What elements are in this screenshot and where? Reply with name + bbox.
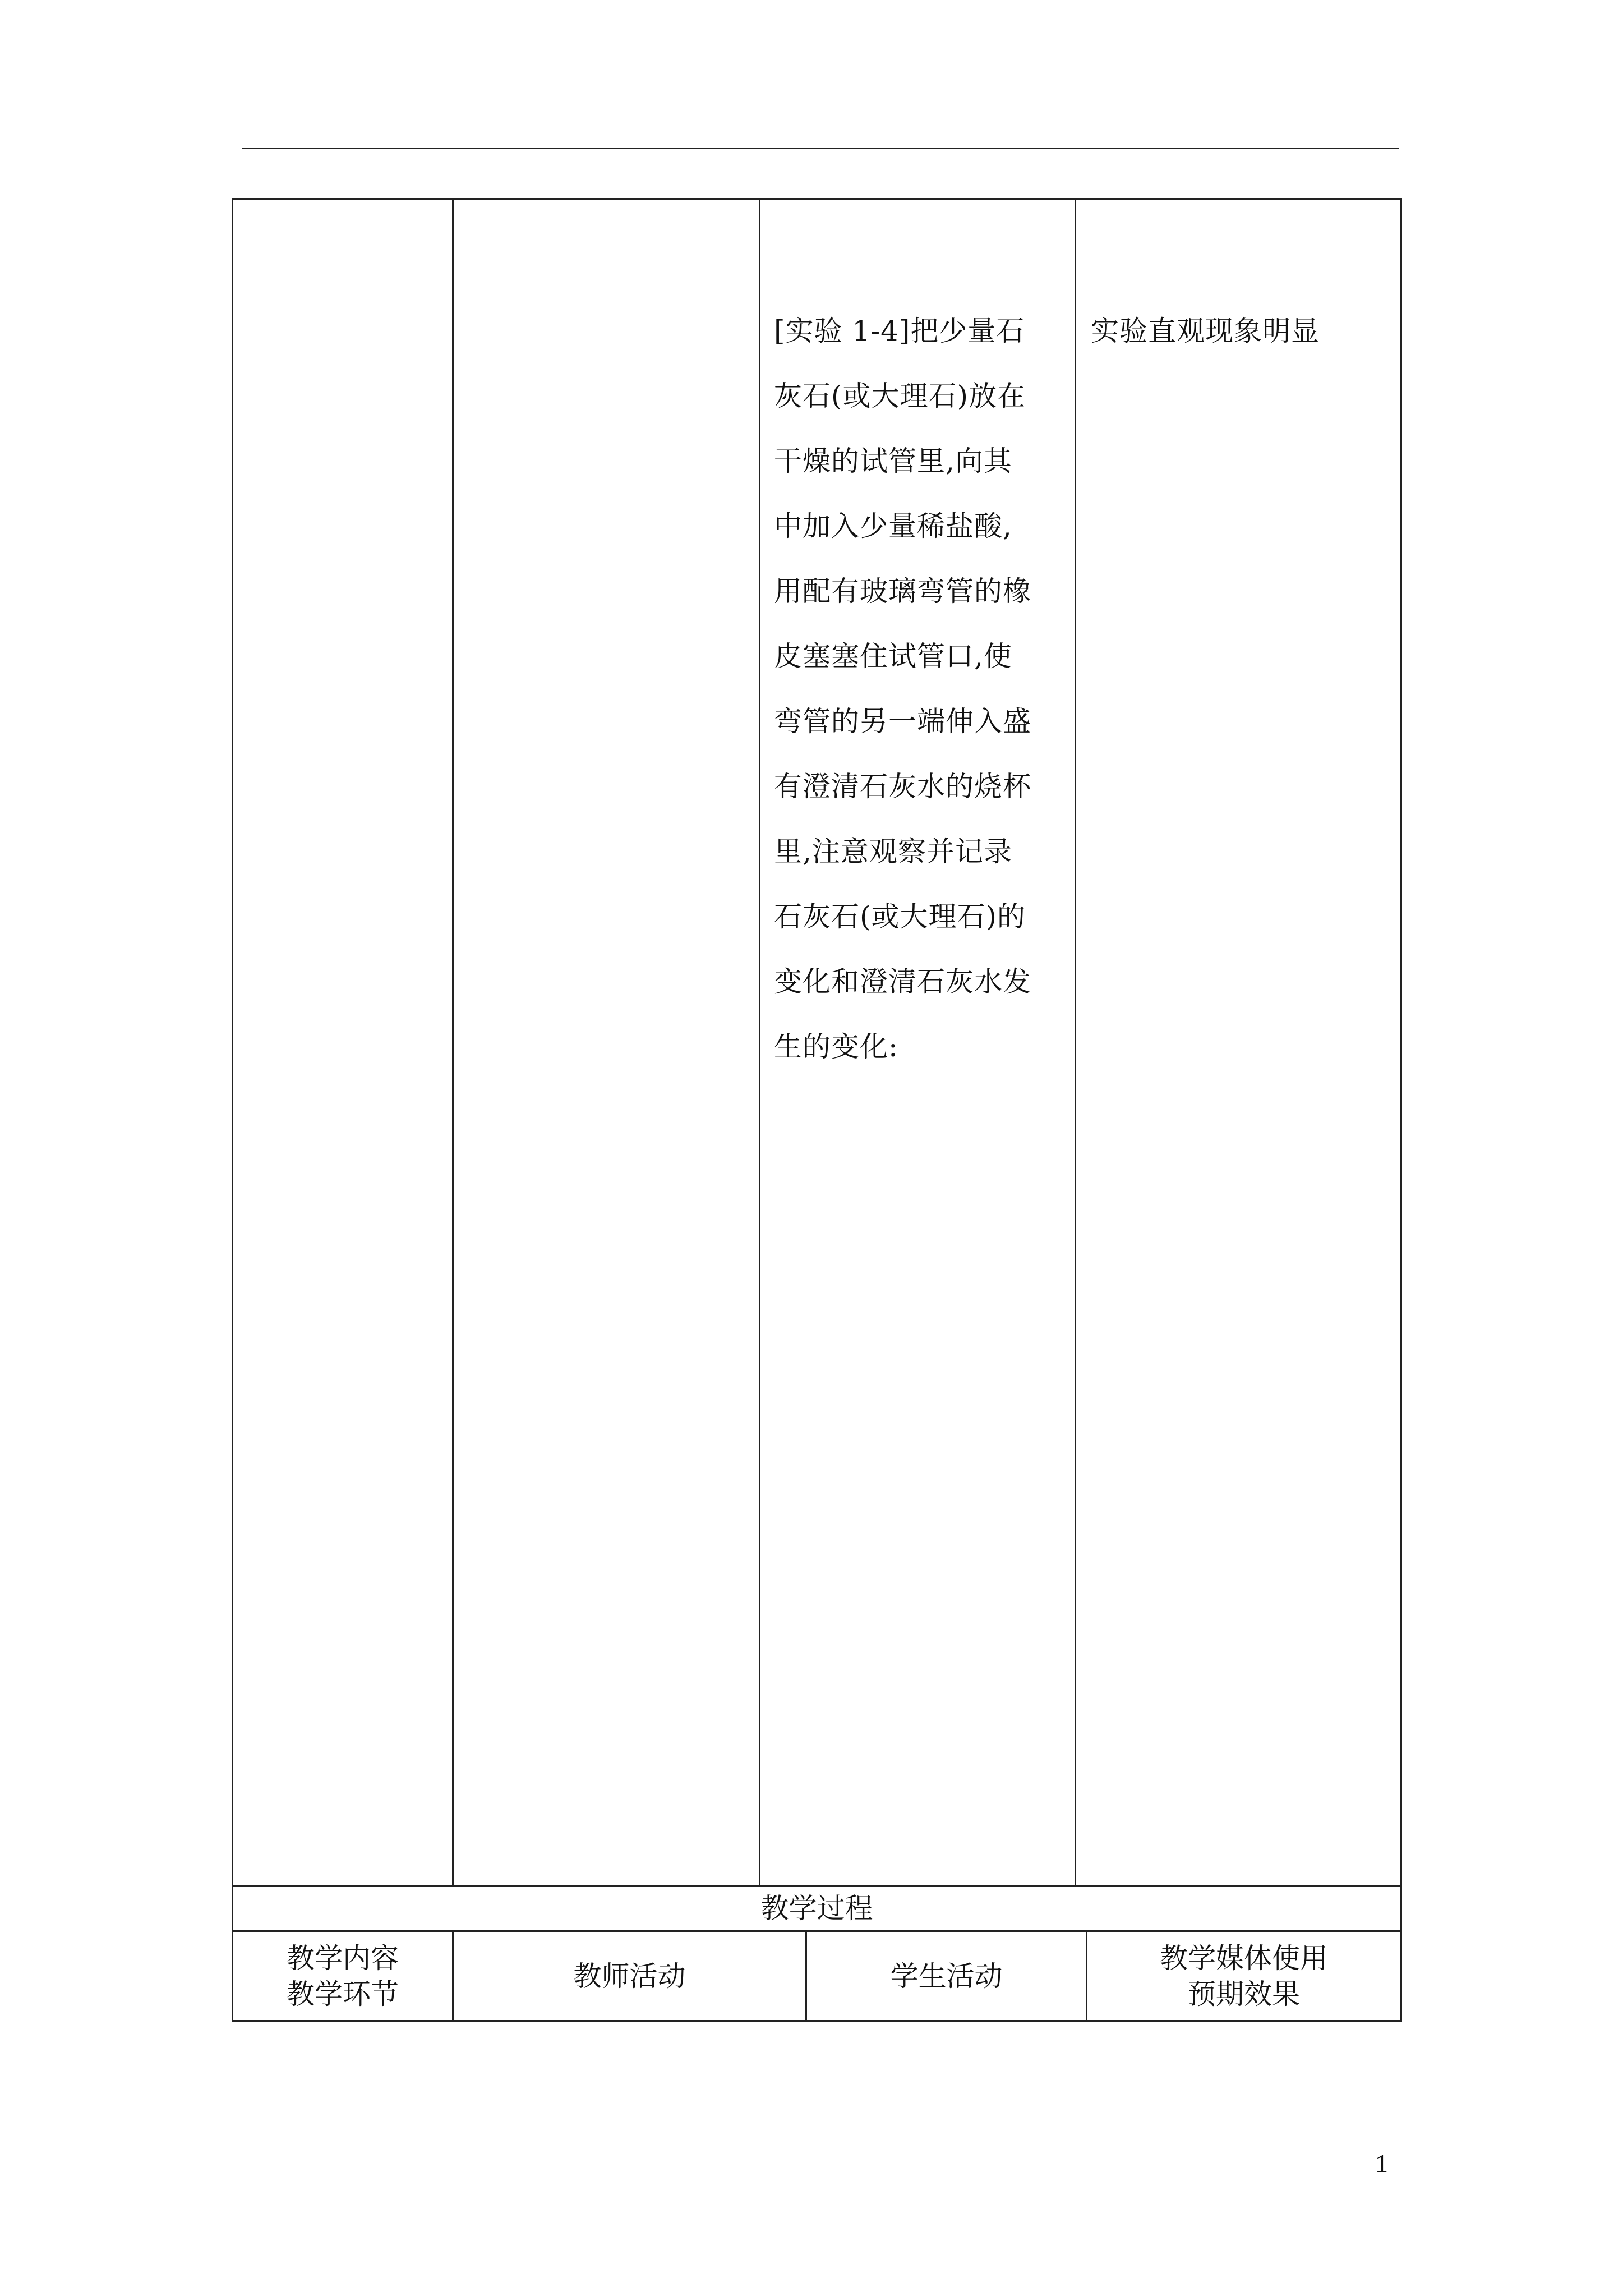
experiment-line-11: 变化和澄清石灰水发: [774, 965, 1031, 998]
content-section-header: [233, 1932, 452, 2020]
student-activity-header: 学生活动: [890, 1959, 1003, 1993]
experiment-line-9: 里,注意观察并记录: [774, 835, 1012, 868]
experiment-line-3: 干燥的试管里,向其: [774, 445, 1012, 477]
experiment-line-12: 生的变化:: [774, 1030, 898, 1063]
experiment-line-8: 有澄清石灰水的烧杯: [774, 770, 1031, 803]
column-divider-3: [1075, 198, 1076, 1887]
content-header-line1: 教学内容: [287, 1941, 399, 1975]
page-number: 1: [1375, 2149, 1388, 2178]
experiment-line-10: 石灰石(或大理石)的: [774, 900, 1026, 933]
media-effect-header: [1087, 1932, 1400, 2020]
media-header-line1: 教学媒体使用: [1160, 1941, 1328, 1975]
content-header-line2: 教学环节: [287, 1977, 399, 2010]
experiment-line-1: [实验 1-4]把少量石: [774, 315, 1025, 347]
column-divider-2: [759, 198, 760, 1887]
media-header-line2: 预期效果: [1188, 1977, 1300, 2010]
teacher-activity-header: 教师活动: [573, 1959, 686, 1993]
experiment-line-6: 皮塞塞住试管口,使: [774, 640, 1012, 673]
media-effect-text: 实验直观现象明显: [1091, 315, 1320, 347]
experiment-instructions: [774, 298, 1031, 1079]
experiment-line-2: 灰石(或大理石)放在: [774, 380, 1026, 412]
experiment-line-5: 用配有玻璃弯管的橡: [774, 575, 1031, 608]
column-divider-1: [452, 198, 454, 1887]
experiment-line-7: 弯管的另一端伸入盛: [774, 705, 1031, 738]
experiment-line-4: 中加入少量稀盐酸,: [774, 510, 1012, 542]
header-rule: [242, 148, 1399, 149]
process-title: 教学过程: [760, 1892, 873, 1925]
